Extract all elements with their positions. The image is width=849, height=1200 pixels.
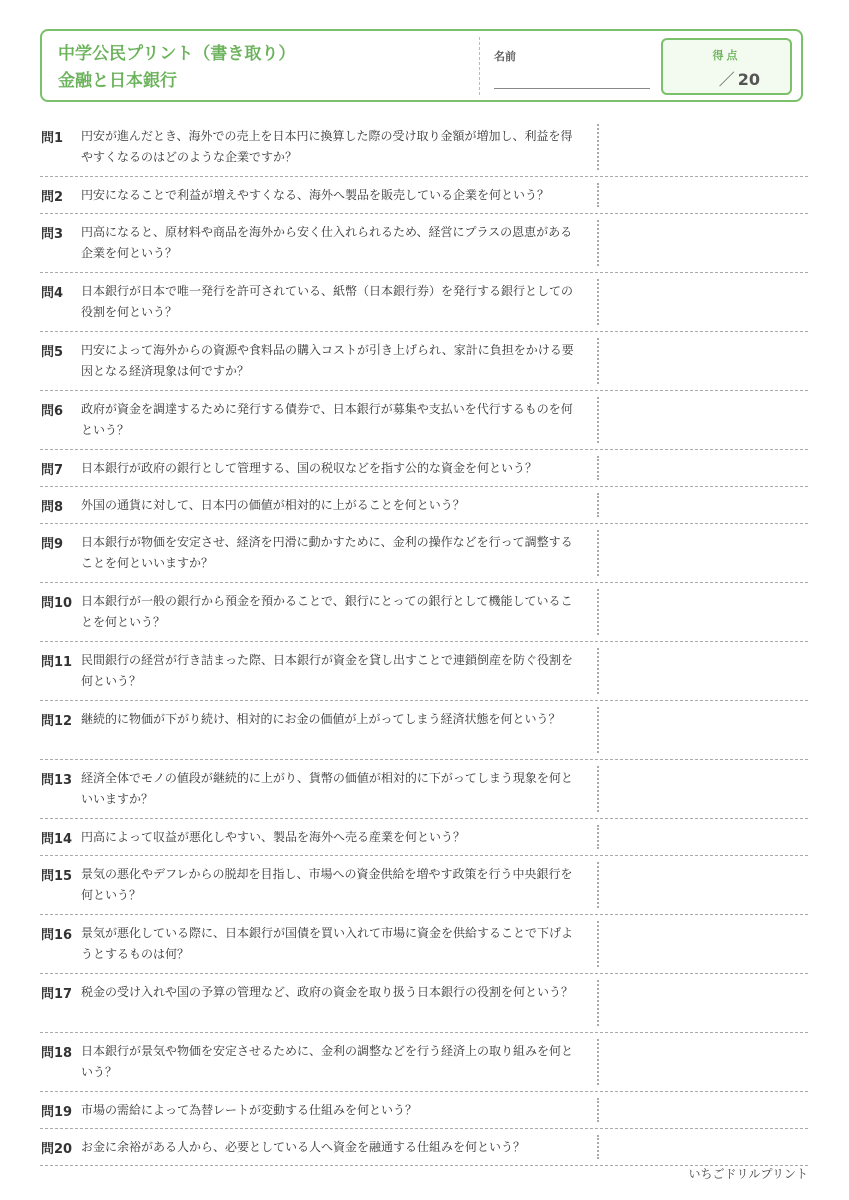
question-row — [40, 701, 808, 760]
answer-field[interactable] — [597, 183, 804, 207]
question-row — [40, 487, 808, 524]
score-label: 得点 — [712, 49, 741, 62]
answer-field[interactable] — [597, 825, 804, 849]
question-number: 問15 — [41, 869, 73, 884]
question-number: 問13 — [41, 773, 73, 788]
score-total: 20 — [737, 70, 760, 89]
question-number: 問17 — [41, 987, 73, 1002]
answer-field[interactable] — [597, 1098, 804, 1122]
question-number: 問20 — [41, 1142, 73, 1157]
question-number: 問11 — [41, 655, 73, 670]
question-number: 問19 — [41, 1105, 73, 1120]
question-text: 税金の受け入れや国の予算の管理など、政府の資金を取り扱う日本銀行の役割を何という？ — [81, 985, 574, 999]
question-row — [40, 760, 808, 819]
answer-field[interactable] — [597, 279, 804, 325]
question-text: 政府が資金を調達するために発行する債券で、日本銀行が募集や支払いを代行するものを何という？ — [81, 402, 573, 437]
question-text: 日本銀行が一般の銀行から預金を預かることで、銀行にとっての銀行として機能していることを何という？ — [81, 594, 573, 629]
answer-field[interactable] — [597, 456, 804, 480]
answer-field[interactable] — [597, 530, 804, 576]
question-number: 問6 — [41, 404, 64, 419]
answer-field[interactable] — [597, 338, 804, 384]
answer-field[interactable] — [597, 1135, 804, 1159]
answer-field[interactable] — [597, 589, 804, 635]
answer-field[interactable] — [597, 980, 804, 1026]
question-text: 景気が悪化している際に、日本銀行が国債を買い入れて市場に資金を供給することで下げようとするものは何？ — [81, 926, 574, 961]
answer-field[interactable] — [597, 766, 804, 812]
question-text: 民間銀行の経営が行き詰まった際、日本銀行が資金を貸し出すことで連鎖倒産を防ぐ役割を何という？ — [81, 653, 574, 688]
question-number: 問16 — [41, 928, 73, 943]
answer-field[interactable] — [597, 397, 804, 443]
name-label: 名前 — [494, 50, 516, 63]
question-row — [40, 177, 808, 214]
question-row — [40, 118, 808, 177]
question-number: 問14 — [41, 832, 73, 847]
answer-field[interactable] — [597, 493, 804, 517]
question-text: 日本銀行が景気や物価を安定させるために、金利の調整などを行う経済上の取り組みを何という？ — [81, 1044, 574, 1079]
question-text: 日本銀行が日本で唯一発行を許可されている、紙幣（日本銀行券）を発行する銀行としての役割を何という？ — [81, 284, 574, 319]
answer-field[interactable] — [597, 220, 804, 266]
question-text: 円安が進んだとき、海外での売上を日本円に換算した際の受け取り金額が増加し、利益を得やすくなるのはどのような企業ですか？ — [81, 129, 573, 164]
question-row — [40, 1033, 808, 1092]
score-value — [719, 67, 760, 90]
question-row — [40, 1129, 808, 1166]
worksheet-subtitle: 金融と日本銀行 — [58, 71, 177, 91]
question-text: 日本銀行が政府の銀行として管理する、国の税収などを指す公的な資金を何という？ — [81, 461, 538, 475]
footer-brand: いちごドリルプリント — [688, 1167, 808, 1181]
question-text: 市場の需給によって為替レートが変動する仕組みを何という？ — [81, 1103, 418, 1117]
question-number: 問10 — [41, 596, 73, 611]
title-block — [58, 41, 295, 95]
answer-field[interactable] — [597, 1039, 804, 1085]
question-number: 問3 — [41, 227, 64, 242]
question-text: お金に余裕がある人から、必要としている人へ資金を融通する仕組みを何という？ — [81, 1140, 526, 1154]
question-row — [40, 332, 808, 391]
question-number: 問18 — [41, 1046, 73, 1061]
question-number: 問2 — [41, 190, 64, 205]
question-row — [40, 214, 808, 273]
question-text: 景気の悪化やデフレからの脱却を目指し、市場への資金供給を増やす政策を行う中央銀行を何という？ — [81, 867, 573, 902]
score-slash: ／ — [718, 70, 735, 89]
question-row — [40, 524, 808, 583]
question-row — [40, 1092, 808, 1129]
question-row — [40, 273, 808, 332]
question-text: 円高になると、原材料や商品を海外から安く仕入れられるため、経営にプラスの恩恵がある企業を何という？ — [81, 225, 573, 260]
question-text: 円安によって海外からの資源や食料品の購入コストが引き上げられ、家計に負担をかける要因となる経済現象は何ですか？ — [81, 343, 574, 378]
score-box[interactable] — [661, 38, 792, 95]
question-text: 経済全体でモノの値段が継続的に上がり、貨幣の価値が相対的に下がってしまう現象を何といいますか？ — [81, 771, 573, 806]
name-field[interactable] — [479, 37, 660, 95]
question-text: 日本銀行が物価を安定させ、経済を円滑に動かすために、金利の操作などを行って調整することを何といいますか？ — [81, 535, 573, 570]
question-row — [40, 974, 808, 1033]
question-row — [40, 642, 808, 701]
answer-field[interactable] — [597, 124, 804, 170]
question-row — [40, 856, 808, 915]
question-number: 問7 — [41, 463, 64, 478]
answer-field[interactable] — [597, 862, 804, 908]
question-text: 円高によって収益が悪化しやすい、製品を海外へ売る産業を何という？ — [81, 830, 466, 844]
question-row — [40, 583, 808, 642]
worksheet-title: 中学公民プリント（書き取り） — [58, 44, 296, 64]
question-text: 外国の通貨に対して、日本円の価値が相対的に上がることを何という？ — [81, 498, 465, 512]
worksheet-header — [40, 29, 803, 102]
answer-field[interactable] — [597, 648, 804, 694]
question-row — [40, 819, 808, 856]
question-list — [40, 118, 808, 1166]
question-number: 問9 — [41, 537, 64, 552]
name-underline — [494, 88, 650, 89]
question-row — [40, 391, 808, 450]
question-number: 問5 — [41, 345, 64, 360]
question-row — [40, 915, 808, 974]
answer-field[interactable] — [597, 707, 804, 753]
question-text: 継続的に物価が下がり続け、相対的にお金の価値が上がってしまう経済状態を何という？ — [81, 712, 561, 726]
question-number: 問12 — [41, 714, 73, 729]
question-number: 問4 — [41, 286, 64, 301]
question-row — [40, 450, 808, 487]
answer-field[interactable] — [597, 921, 804, 967]
question-number: 問8 — [41, 500, 64, 515]
question-number: 問1 — [41, 131, 64, 146]
question-text: 円安になることで利益が増えやすくなる、海外へ製品を販売している企業を何という？ — [81, 188, 550, 202]
